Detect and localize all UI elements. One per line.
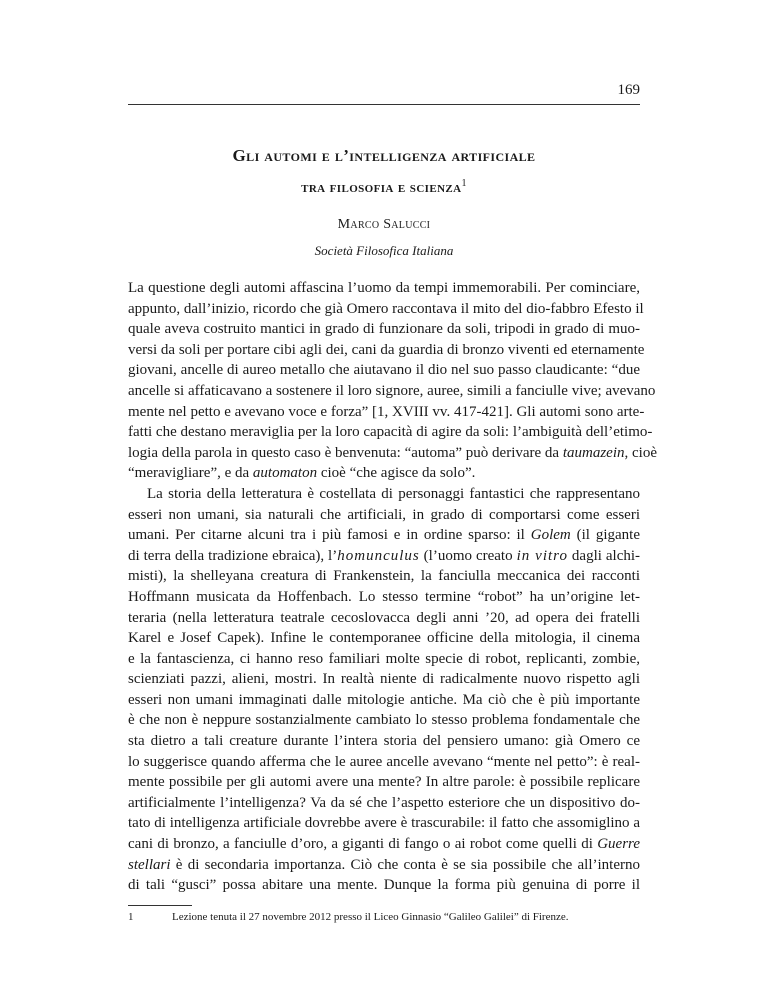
text-line: esseri non umani, sia naturali che artificiali, in grado di comportarsi come esseri: [128, 506, 640, 523]
text-run: (l’uomo creato: [419, 547, 517, 564]
text-line: quale aveva costruito mantici in grado di funzionare da soli, tripodi in grado di muo-: [128, 321, 640, 338]
text-line: lo suggerisce quando afferma che le auree ancelle avevano “mente nel petto”: è real-: [128, 753, 640, 770]
text-run: (il gigante: [570, 527, 640, 544]
text-line: è che non è neppure sostanzialmente cambiato lo stesso problema fondamentale che: [128, 712, 640, 729]
text-run: è di secondaria importanza. Ciò che conta è se sia possibile che all’interno: [170, 856, 640, 873]
italic-term: automaton: [252, 465, 318, 482]
text-line: [128, 443, 657, 464]
text-line: versi da soli per portare cibi agli dei, cani da guardia di bronzo viventi ed eternamente: [128, 341, 645, 358]
text-line: sta dietro a tali creature durante l’intera storia del pensiero umano: già Omero ce: [128, 733, 640, 750]
italic-term: stellari: [128, 856, 171, 873]
text-line: misti), la shelleyana creatura di Frankenstein, la fanciulla meccanica dei racconti: [128, 568, 640, 585]
text-line: Hoffmann musicata da Hoffenbach. Lo stesso termine “robot” ha un’origine let-: [128, 588, 640, 605]
text-line: [128, 525, 640, 546]
text-line: di tali “gusci” possa abitare una mente. Dunque la forma più genuina di porre il: [128, 877, 640, 894]
text-line: [128, 463, 640, 484]
text-line: [128, 855, 640, 876]
title-line-1: Gli automi e l’intelligenza artificiale: [232, 146, 536, 165]
title-line-2: [0, 180, 768, 197]
author-name: Marco Salucci: [337, 217, 431, 232]
footnote: [128, 911, 668, 923]
italic-term: Guerre: [597, 836, 640, 853]
title-line-2-text: tra filosofia e scienza: [301, 180, 462, 196]
text-line: Karel e Josef Capek). Infine le contemporanee officine della mitologia, il cinema: [128, 630, 640, 647]
text-line: e la fantascienza, ci hanno reso familiari molte specie di robot, replicanti, zombie,: [128, 650, 640, 667]
text-line: ancelle si affaticavano a sostenere il loro signore, auree, simili a fanciulle vive; avevano: [128, 382, 656, 399]
footnote-number: 1: [128, 911, 134, 923]
text-line: La questione degli automi affascina l’uomo da tempi immemorabili. Per cominciare,: [128, 280, 640, 296]
text-run: logia della parola in questo caso è benvenuta: “automa” può derivare da: [128, 444, 563, 461]
text-line: appunto, dall’inizio, ricordo che già Omero raccontava il mito del dio-fabbro Efesto il: [128, 300, 644, 317]
italic-term: Golem: [530, 527, 571, 544]
text-line: scienziati pazzi, alieni, mostri. In realtà niente di radicalmente nuovo rispetto agli: [128, 671, 640, 688]
text-line: [128, 834, 640, 855]
footnote-rule: [128, 905, 192, 906]
text-line: artificialmente l’intelligenza? Va da sé che l’aspetto esteriore che un dispositivo do-: [128, 794, 640, 811]
italic-term: homunculus: [337, 547, 420, 564]
text-line: mente nel petto e avevano voce e forza” [1, XVIII vv. 417-421]. Gli automi sono arte-: [128, 403, 645, 420]
text-line: esseri non umani immaginati dalle mitologie antiche. Ma ciò che è più importante: [128, 691, 640, 708]
text-run: umani. Per citarne alcuni tra i più famosi e in ordine sparso: il: [128, 527, 531, 544]
text-line: mente possibile per gli automi avere una mente? In altre parole: è possibile replicare: [128, 774, 640, 791]
text-line: teraria (nella letteratura teatrale cecoslovacca degli anni ’20, ad opera dei fratelli: [128, 609, 640, 626]
text-line: tato di intelligenza artificiale dovrebbe avere è trascurabile: il fatto che assomiglino a: [128, 815, 640, 832]
text-line: [128, 546, 640, 567]
text-run: cioè “che agisce da solo”.: [317, 465, 476, 482]
footnote-text: Lezione tenuta il 27 novembre 2012 presso il Liceo Ginnasio “Galileo Galilei” di Firenze.: [172, 911, 569, 923]
text-run: dagli alchi-: [567, 547, 641, 564]
text-run: di terra della tradizione ebraica), l’: [128, 547, 338, 564]
page-number: 169: [617, 82, 640, 98]
italic-term: taumazein: [562, 444, 625, 461]
text-run: cani di bronzo, a fanciulle d’oro, a giganti di fango o ai robot come quelli di: [128, 836, 598, 853]
text-run: , cioè: [624, 444, 657, 461]
body-text: [128, 278, 657, 896]
text-line: fatti che destano meraviglia per la loro capacità di agire da soli: l’ambiguità dell’etimo-: [128, 424, 653, 441]
text-run: “meravigliare”, e da: [128, 465, 253, 482]
header-rule: [128, 104, 640, 105]
paragraph-2: [128, 484, 640, 896]
paragraph-1: [128, 278, 657, 484]
title-footnote-marker: 1: [461, 178, 467, 189]
italic-term: in vitro: [516, 547, 568, 564]
author-affiliation: Società Filosofica Italiana: [314, 243, 454, 258]
title-block: [0, 146, 768, 259]
text-line: giovani, ancelle di aureo metallo che aiutavano il dio nel suo passo claudicante: “due: [128, 362, 640, 379]
text-line: La storia della letteratura è costellata di personaggi fantastici che rappresentano: [147, 485, 640, 502]
